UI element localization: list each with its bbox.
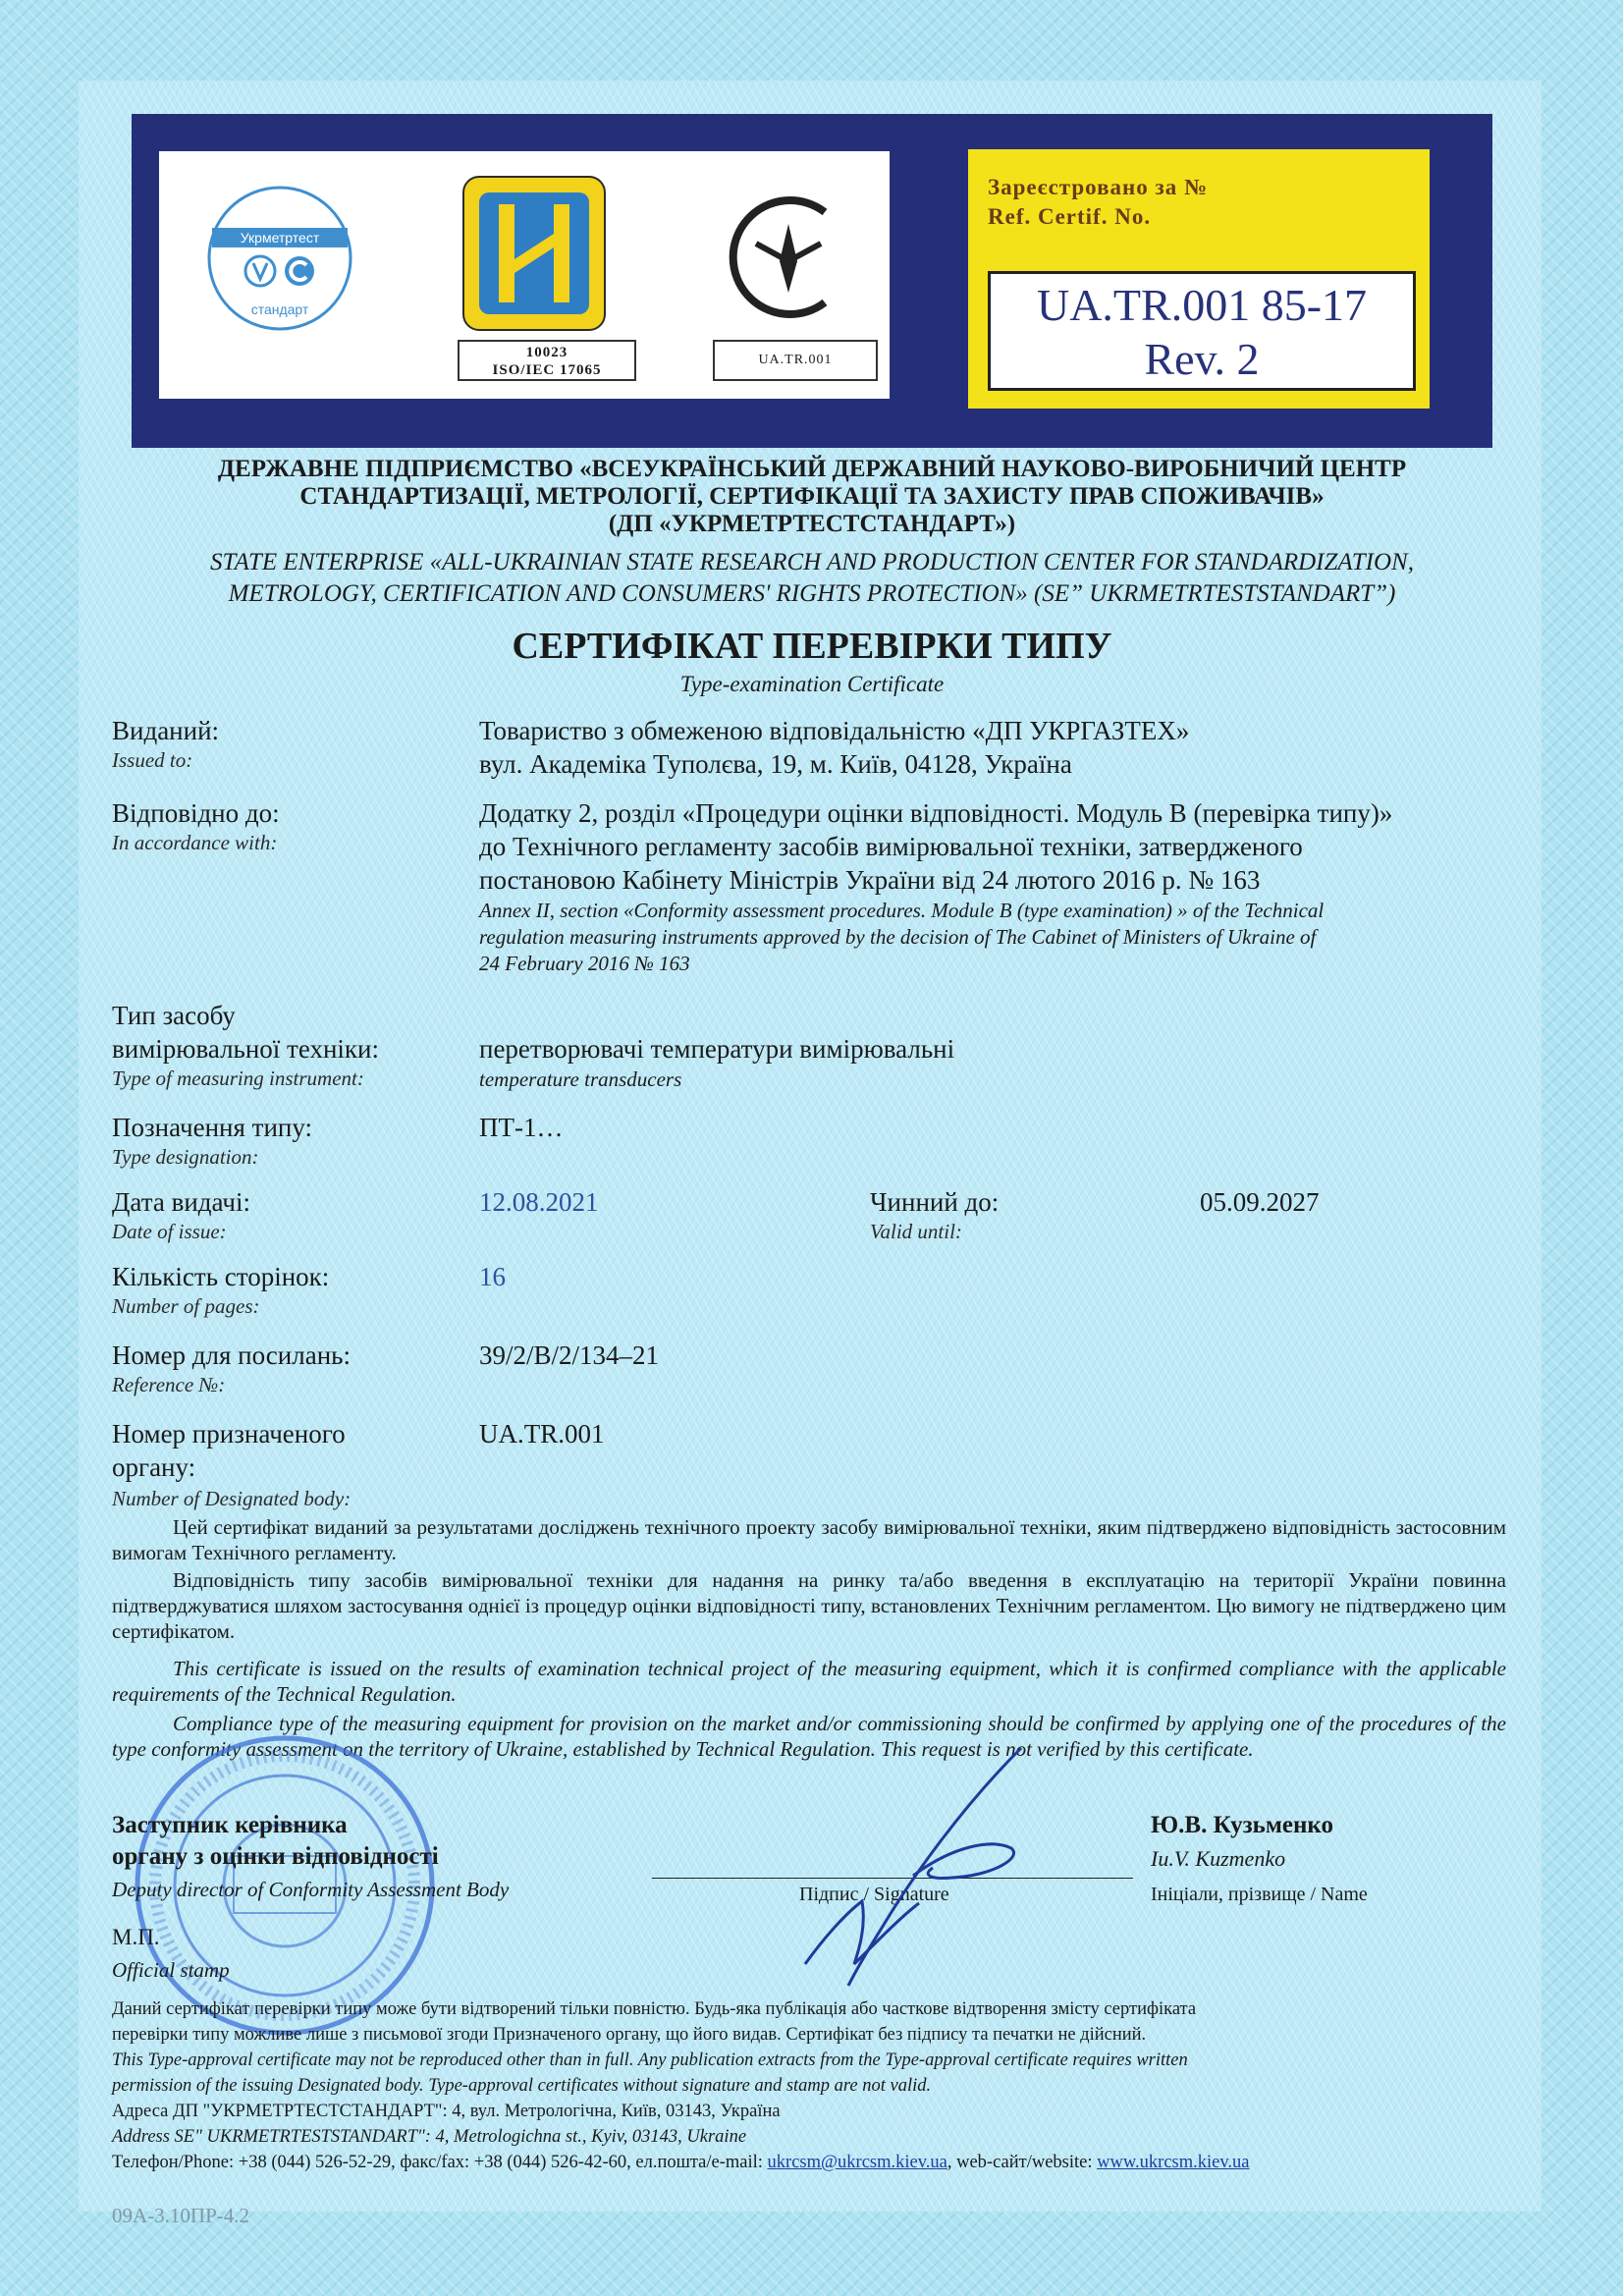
certificate-number-box	[988, 271, 1416, 391]
accordance-label-en: In accordance with:	[112, 831, 278, 854]
designated-body-label-2: органу:	[112, 1452, 196, 1482]
website-prefix: , web-сайт/website:	[947, 2153, 1098, 2172]
signer-name-ua: Ю.В. Кузьменко	[1151, 1812, 1333, 1838]
stamp-label-ua: М.П.	[112, 1925, 160, 1949]
instrument-type-label-en: Type of measuring instrument:	[112, 1066, 364, 1090]
signer-name-label: Ініціали, прізвище / Name	[1151, 1884, 1368, 1905]
pages-label-en: Number of pages:	[112, 1294, 260, 1318]
accordance-line-3: постановою Кабінету Міністрів України від 24 лютого 2016 р. № 163	[479, 865, 1261, 895]
signer-position-en: Deputy director of Conformity Assessment Body	[112, 1878, 510, 1901]
accordance-line-1: Додатку 2, розділ «Процедури оцінки відповідності. Модуль В (перевірка типу)»	[479, 798, 1393, 828]
org-name-ua-2: СТАНДАРТИЗАЦІЇ, МЕТРОЛОГІЇ, СЕРТИФІКАЦІЇ ТА ЗАХИСТУ ПРАВ СПОЖИВАЧІВ»	[299, 483, 1325, 510]
paragraph-1	[112, 1514, 1506, 1565]
footer-note-ua-1: Даний сертифікат перевірки типу може бути відтворений тільки повністю. Будь-яка публікація або часткове відтворення змісту сертифіката	[112, 1999, 1197, 2019]
iso-number: 10023	[525, 345, 568, 360]
footer-note-ua-2: перевірки типу можливе лише з письмової згоди Призначеного органу, що його видав. Сертифікат без підпису та печатки не дійсний.	[112, 2025, 1147, 2045]
reference-label-en: Reference №:	[112, 1373, 226, 1396]
org-name-en-2: METROLOGY, CERTIFICATION AND CONSUMERS' RIGHTS PROTECTION» (SE” UKRMETRTESTSTANDART”)	[228, 580, 1396, 607]
footer-contacts	[112, 2151, 1249, 2175]
stamp-label-en: Official stamp	[112, 1958, 230, 1982]
valid-until-label: Чинний до:	[870, 1187, 1000, 1217]
accordance-en-1: Annex II, section «Conformity assessment procedures. Module B (type examination) » of the Technical	[479, 899, 1325, 922]
ukrmetrteststandart-logo	[206, 185, 353, 332]
pages-value: 16	[479, 1262, 506, 1291]
paragraph-1-text: Цей сертифікат виданий за результатами досліджень технічного проекту засобу вимірювальної техніки, яким підтверджено відповідність застосовним вимогам Технічного регламенту.	[112, 1515, 1506, 1564]
signer-position-ua-2: органу з оцінки відповідності	[112, 1843, 439, 1870]
accordance-label: Відповідно до:	[112, 798, 280, 828]
certificate-subtitle: Type-examination Certificate	[679, 672, 945, 696]
accordance-line-2: до Технічного регламенту засобів вимірювальної техніки, затвердженого	[479, 832, 1303, 861]
signer-position-ua-1: Заступник керівника	[112, 1812, 348, 1838]
certificate-title: СЕРТИФІКАТ ПЕРЕВІРКИ ТИПУ	[512, 626, 1112, 667]
email-link[interactable]: ukrcsm@ukrcsm.kiev.ua	[767, 2153, 947, 2172]
handwritten-signature	[766, 1728, 1090, 1994]
iso-accreditation-box	[458, 340, 636, 381]
registration-label-ua: Зареєстровано за №	[988, 175, 1209, 199]
footer-address-ua: Адреса ДП "УКРМЕТРТЕСТСТАНДАРТ": 4, вул. Метрологічна, Київ, 03143, Україна	[112, 2102, 781, 2121]
paragraph-2	[112, 1567, 1506, 1644]
instrument-type-label-1: Тип засобу	[112, 1001, 236, 1030]
paragraph-3	[112, 1656, 1506, 1707]
footer-note-en-1: This Type-approval certificate may not be reproduced other than in full. Any publication extracts from the Type-approval certificate requires written	[112, 2050, 1188, 2070]
valid-until-value: 05.09.2027	[1200, 1187, 1320, 1217]
paragraph-3-text: This certificate is issued on the results of examination technical project of the measuring equipment, which it is confirmed compliance with the applicable requirements of the Technical Regulation.	[112, 1657, 1506, 1706]
pages-label: Кількість сторінок:	[112, 1262, 330, 1291]
designated-body-label-1: Номер призначеного	[112, 1419, 346, 1449]
org-name-ua-1: ДЕРЖАВНЕ ПІДПРИЄМСТВО «ВСЕУКРАЇНСЬКИЙ ДЕРЖАВНИЙ НАУКОВО-ВИРОБНИЧИЙ ЦЕНТР	[217, 456, 1407, 482]
issued-to-name: Товариство з обмеженою відповідальністю «ДП УКРГАЗТЕХ»	[479, 716, 1190, 745]
issued-to-label: Виданий:	[112, 716, 220, 745]
form-code: 09А-3.10ПР-4.2	[112, 2204, 249, 2227]
paragraph-4-text: Compliance type of the measuring equipment for provision on the market and/or commissioning should be confirmed by applying one of the procedures of the type conformity assessment on the territory of Ukraine, established by Technical Regulation. This request is not verified by this certificate.	[112, 1712, 1506, 1761]
designation-label-en: Type designation:	[112, 1145, 259, 1169]
issue-date-value: 12.08.2021	[479, 1187, 599, 1217]
signature-label: Підпис / Signature	[799, 1884, 949, 1905]
certificate-number: UA.TR.001 85-17	[1036, 280, 1368, 330]
reference-value: 39/2/В/2/134–21	[479, 1340, 660, 1370]
issued-to-label-en: Issued to:	[112, 748, 193, 772]
issued-to-address: вул. Академіка Туполєва, 19, м. Київ, 04128, Україна	[479, 749, 1072, 779]
registration-label-en: Ref. Certif. No.	[988, 204, 1152, 229]
iso-standard: ISO/IEC 17065	[492, 362, 602, 378]
issue-date-label: Дата видачі:	[112, 1187, 250, 1217]
org-name-en-1: STATE ENTERPRISE «ALL-UKRAINIAN STATE RESEARCH AND PRODUCTION CENTER FOR STANDARDIZATION,	[210, 549, 1414, 575]
accordance-en-2: regulation measuring instruments approved by the decision of The Cabinet of Ministers of Ukraine of	[479, 925, 1317, 949]
contacts-prefix: Телефон/Phone: +38 (044) 526-52-29, факс/fax: +38 (044) 526-42-60, ел.пошта/e-mail:	[112, 2153, 768, 2172]
accordance-en-3: 24 February 2016 № 163	[479, 952, 690, 975]
instrument-type-value-en: temperature transducers	[479, 1067, 682, 1091]
designation-value: ПТ-1…	[479, 1113, 564, 1142]
designated-body-value: UA.TR.001	[479, 1419, 605, 1449]
instrument-type-label-2: вимірювальної техніки:	[112, 1034, 380, 1064]
signer-name-en: Iu.V. Kuzmenko	[1151, 1846, 1286, 1871]
website-link[interactable]: www.ukrcsm.kiev.ua	[1097, 2153, 1250, 2172]
national-conformity-mark	[715, 185, 862, 330]
certificate-revision: Rev. 2	[1144, 334, 1260, 384]
footer-note-en-2: permission of the issuing Designated body. Type-approval certificates without signature and stamp are not valid.	[112, 2076, 932, 2096]
designated-body-label-en: Number of Designated body:	[112, 1487, 352, 1510]
reference-label: Номер для посилань:	[112, 1340, 351, 1370]
logo-ukrmet-top: Укрметртест	[240, 230, 320, 246]
footer-address-en: Address SE" UKRMETRTESTSTANDART": 4, Metrologichna st., Kyiv, 03143, Ukraine	[112, 2127, 747, 2147]
registration-label	[988, 173, 1208, 232]
issue-date-label-en: Date of issue:	[112, 1220, 227, 1243]
designation-label: Позначення типу:	[112, 1113, 312, 1142]
valid-until-label-en: Valid until:	[870, 1220, 962, 1243]
instrument-type-value: перетворювачі температури вимірювальні	[479, 1034, 955, 1064]
designated-body-code-box: UA.TR.001	[713, 340, 878, 381]
logo-ukrmet-bottom: стандарт	[250, 301, 309, 317]
paragraph-2-text: Відповідність типу засобів вимірювальної техніки для надання на ринку та/або введення в експлуатацію на території України повинна підтверджуватися шляхом застосування однієї із процедур оцінки відповідності типу, встановлених Технічним регламентом. Цю вимогу не підтверджено цим сертифікатом.	[112, 1568, 1506, 1643]
org-name-ua-3: (ДП «УКРМЕТРТЕСТСТАНДАРТ»)	[608, 511, 1016, 537]
ukraine-accreditation-logo	[461, 175, 607, 332]
